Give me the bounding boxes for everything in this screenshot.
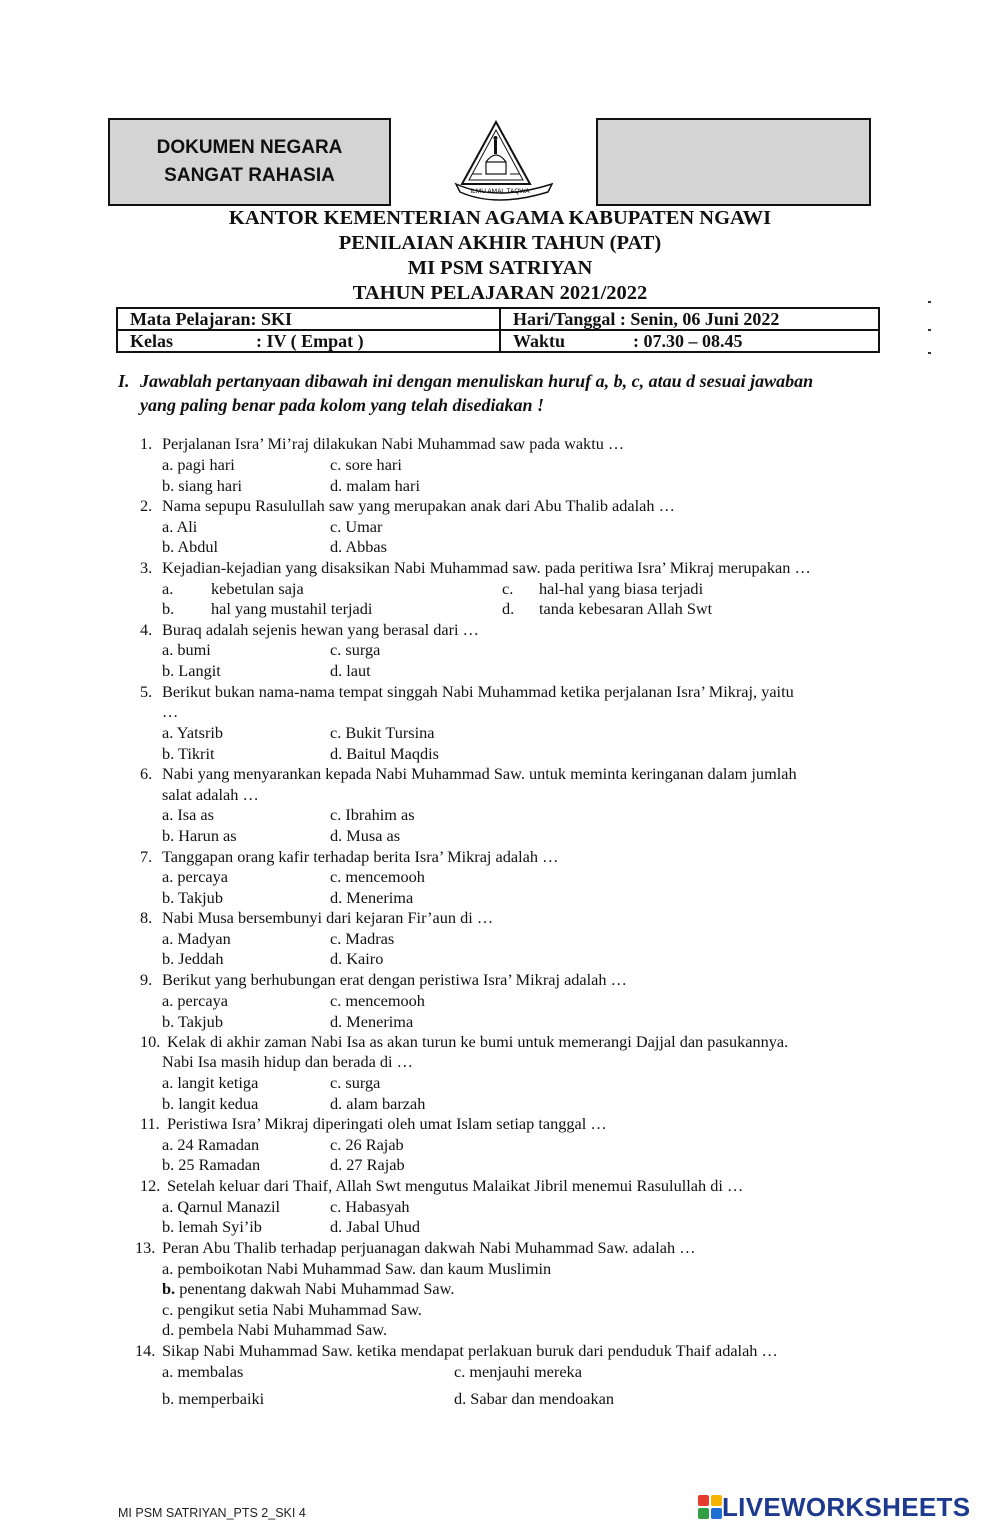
question-text: Berikut yang berhubungan erat dengan peristiwa Isra’ Mikraj adalah … xyxy=(162,970,627,989)
option-a[interactable]: a. Yatsrib xyxy=(162,723,224,742)
option-a[interactable]: a. percaya xyxy=(162,991,228,1010)
question-number: 2. xyxy=(140,496,153,515)
option-c[interactable]: c. surga xyxy=(330,640,381,659)
option-b[interactable] xyxy=(162,1279,454,1299)
option-a[interactable]: a. Ali xyxy=(162,517,198,536)
option-d[interactable]: d. Sabar dan mendoakan xyxy=(454,1389,615,1408)
option-b[interactable]: b. 25 Ramadan xyxy=(162,1155,261,1174)
option-d[interactable]: d. Baitul Maqdis xyxy=(330,744,439,763)
info-row-2 xyxy=(117,330,879,352)
question-number: 3. xyxy=(140,558,153,577)
header-line-3: MI PSM SATRIYAN xyxy=(407,257,593,279)
liveworksheets-icon xyxy=(698,1495,722,1519)
question-text: Buraq adalah sejenis hewan yang berasal dari … xyxy=(162,620,479,639)
margin-mark xyxy=(928,329,931,331)
option-a[interactable]: a. membalas xyxy=(162,1362,244,1381)
option-b[interactable]: b. Takjub xyxy=(162,1012,223,1031)
school-emblem-icon xyxy=(452,118,560,202)
option-c[interactable]: c. Habasyah xyxy=(330,1197,410,1216)
date-cell: Hari/Tanggal : Senin, 06 Juni 2022 xyxy=(500,308,879,330)
question-text: Nabi Musa bersembunyi dari kejaran Fir’aun di … xyxy=(162,908,494,927)
option-b[interactable]: b. memperbaiki xyxy=(162,1389,265,1408)
option-d[interactable]: d. alam barzah xyxy=(330,1094,426,1113)
header-line-2: PENILAIAN AKHIR TAHUN (PAT) xyxy=(338,232,662,254)
option-d-letter: d. xyxy=(502,599,515,618)
blank-header-box xyxy=(596,118,871,206)
option-b[interactable]: b. Langit xyxy=(162,661,221,680)
option-b[interactable]: b. langit kedua xyxy=(162,1094,259,1113)
time-value: : 07.30 – 08.45 xyxy=(633,331,743,351)
instruction-line-1: Jawablah pertanyaan dibawah ini dengan menuliskan huruf a, b, c, atau d sesuai jawaban xyxy=(140,371,814,391)
option-b[interactable]: b. Jeddah xyxy=(162,949,224,968)
option-b-letter: b. xyxy=(162,599,175,618)
question-text: Kelak di akhir zaman Nabi Isa as akan turun ke bumi untuk memerangi Dajjal dan pasukannya. xyxy=(167,1032,789,1051)
emblem-motto: ILMU AMAL TAQWA xyxy=(470,188,530,195)
option-a-letter: a. xyxy=(162,579,174,598)
question-number: 12. xyxy=(140,1176,161,1195)
exam-info-table xyxy=(116,307,880,353)
question-text: Berikut bukan nama-nama tempat singgah Nabi Muhammad ketika perjalanan Isra’ Mikraj, yaitu xyxy=(162,682,794,701)
option-d[interactable]: d. Kairo xyxy=(330,949,384,968)
subject-cell: Mata Pelajaran: SKI xyxy=(117,308,500,330)
option-d[interactable]: tanda kebesaran Allah Swt xyxy=(539,599,713,618)
option-a[interactable]: a. Madyan xyxy=(162,929,231,948)
question-number: 4. xyxy=(140,620,153,639)
option-d[interactable]: d. Abbas xyxy=(330,537,387,556)
liveworksheets-wordmark: LIVEWORKSHEETS xyxy=(722,1491,971,1522)
option-c[interactable]: c. 26 Rajab xyxy=(330,1135,404,1154)
option-b[interactable]: hal yang mustahil terjadi xyxy=(211,599,373,618)
option-b[interactable]: b. Harun as xyxy=(162,826,237,845)
question-text: Peristiwa Isra’ Mikraj diperingati oleh umat Islam setiap tanggal … xyxy=(167,1114,607,1133)
option-a[interactable]: a. bumi xyxy=(162,640,211,659)
question-number: 9. xyxy=(140,970,153,989)
option-a[interactable]: a. Qarnul Manazil xyxy=(162,1197,280,1216)
question-text: Perjalanan Isra’ Mi’raj dilakukan Nabi Muhammad saw pada waktu … xyxy=(162,434,625,453)
option-c[interactable]: c. pengikut setia Nabi Muhammad Saw. xyxy=(162,1300,422,1319)
liveworksheets-logo[interactable] xyxy=(698,1492,970,1522)
question-number: 1. xyxy=(140,434,153,453)
question-text: Nabi yang menyarankan kepada Nabi Muhammad Saw. untuk meminta keringanan dalam jumlah xyxy=(162,764,797,783)
option-c[interactable]: c. menjauhi mereka xyxy=(454,1362,582,1381)
option-b-letter: b. xyxy=(162,1279,176,1298)
instruction-line-2: yang paling benar pada kolom yang telah disediakan ! xyxy=(140,395,545,415)
question-number: 5. xyxy=(140,682,153,701)
section-instruction xyxy=(118,369,898,417)
question-number: 8. xyxy=(140,908,153,927)
option-c[interactable]: c. Madras xyxy=(330,929,395,948)
footer-document-code: MI PSM SATRIYAN_PTS 2_SKI 4 xyxy=(118,1506,306,1520)
option-c[interactable]: c. Umar xyxy=(330,517,383,536)
option-a[interactable]: a. pemboikotan Nabi Muhammad Saw. dan kaum Muslimin xyxy=(162,1259,552,1278)
option-c[interactable]: c. Bukit Tursina xyxy=(330,723,435,742)
option-b[interactable]: b. Takjub xyxy=(162,888,223,907)
question-text: Peran Abu Thalib terhadap perjuanagan dakwah Nabi Muhammad Saw. adalah … xyxy=(162,1238,696,1257)
option-a[interactable]: a. 24 Ramadan xyxy=(162,1135,260,1154)
option-a[interactable]: a. pagi hari xyxy=(162,455,235,474)
question-text-continued: … xyxy=(162,702,179,721)
time-cell xyxy=(500,330,879,352)
option-b-text: penentang dakwah Nabi Muhammad Saw. xyxy=(175,1279,455,1298)
option-d[interactable]: d. Menerima xyxy=(330,1012,414,1031)
option-b[interactable]: b. Tikrit xyxy=(162,744,215,763)
option-a[interactable]: kebetulan saja xyxy=(211,579,304,598)
document-classification-box xyxy=(108,118,391,206)
question-number: 13. xyxy=(135,1238,156,1257)
option-c[interactable]: c. mencemooh xyxy=(330,991,425,1010)
header-line-4: TAHUN PELAJARAN 2021/2022 xyxy=(352,282,648,304)
class-label: Kelas xyxy=(130,331,173,351)
option-d[interactable]: d. Jabal Uhud xyxy=(330,1217,420,1236)
option-c[interactable]: c. Ibrahim as xyxy=(330,805,415,824)
section-number: I. xyxy=(118,371,130,391)
option-d[interactable]: d. malam hari xyxy=(330,476,420,495)
question-text: Kejadian-kejadian yang disaksikan Nabi Muhammad saw. pada peritiwa Isra’ Mikraj merupakan … xyxy=(162,558,811,577)
option-d[interactable]: d. pembela Nabi Muhammad Saw. xyxy=(162,1320,388,1339)
option-c[interactable]: c. sore hari xyxy=(330,455,402,474)
margin-mark xyxy=(928,352,931,354)
option-d[interactable]: d. Musa as xyxy=(330,826,401,845)
classification-line-1: DOKUMEN NEGARA xyxy=(156,137,343,158)
question-text: Nama sepupu Rasulullah saw yang merupakan anak dari Abu Thalib adalah … xyxy=(162,496,675,515)
option-c-letter: c. xyxy=(502,579,514,598)
option-a[interactable]: a. Isa as xyxy=(162,805,214,824)
question-number: 14. xyxy=(135,1341,156,1360)
question-number: 10. xyxy=(140,1032,161,1051)
classification-line-2: SANGAT RAHASIA xyxy=(164,165,335,186)
question-text-continued: salat adalah … xyxy=(162,785,259,804)
question-text: Sikap Nabi Muhammad Saw. ketika mendapat perlakuan buruk dari penduduk Thaif adalah … xyxy=(162,1341,778,1360)
option-c[interactable]: hal-hal yang biasa terjadi xyxy=(539,579,704,598)
question-text-continued: Nabi Isa masih hidup dan berada di … xyxy=(162,1052,413,1071)
question-text: Tanggapan orang kafir terhadap berita Isra’ Mikraj adalah … xyxy=(162,847,559,866)
option-d[interactable]: d. Menerima xyxy=(330,888,414,907)
option-a[interactable]: a. langit ketiga xyxy=(162,1073,259,1092)
option-b[interactable]: b. lemah Syi’ib xyxy=(162,1217,262,1236)
option-a[interactable]: a. percaya xyxy=(162,867,228,886)
question-text: Setelah keluar dari Thaif, Allah Swt mengutus Malaikat Jibril menemui Rasulullah di … xyxy=(167,1176,744,1195)
margin-mark xyxy=(928,301,931,303)
question-number: 6. xyxy=(140,764,153,783)
class-cell xyxy=(117,330,500,352)
info-row-1 xyxy=(117,308,879,330)
option-b[interactable]: b. Abdul xyxy=(162,537,219,556)
question-number: 7. xyxy=(140,847,153,866)
option-d[interactable]: d. laut xyxy=(330,661,371,680)
header-line-1: KANTOR KEMENTERIAN AGAMA KABUPATEN NGAWI xyxy=(228,207,772,229)
option-c[interactable]: c. surga xyxy=(330,1073,381,1092)
option-b[interactable]: b. siang hari xyxy=(162,476,243,495)
option-c[interactable]: c. mencemooh xyxy=(330,867,425,886)
class-value: : IV ( Empat ) xyxy=(256,331,364,351)
option-d[interactable]: d. 27 Rajab xyxy=(330,1155,405,1174)
question-number: 11. xyxy=(140,1114,160,1133)
time-label: Waktu xyxy=(513,331,566,351)
